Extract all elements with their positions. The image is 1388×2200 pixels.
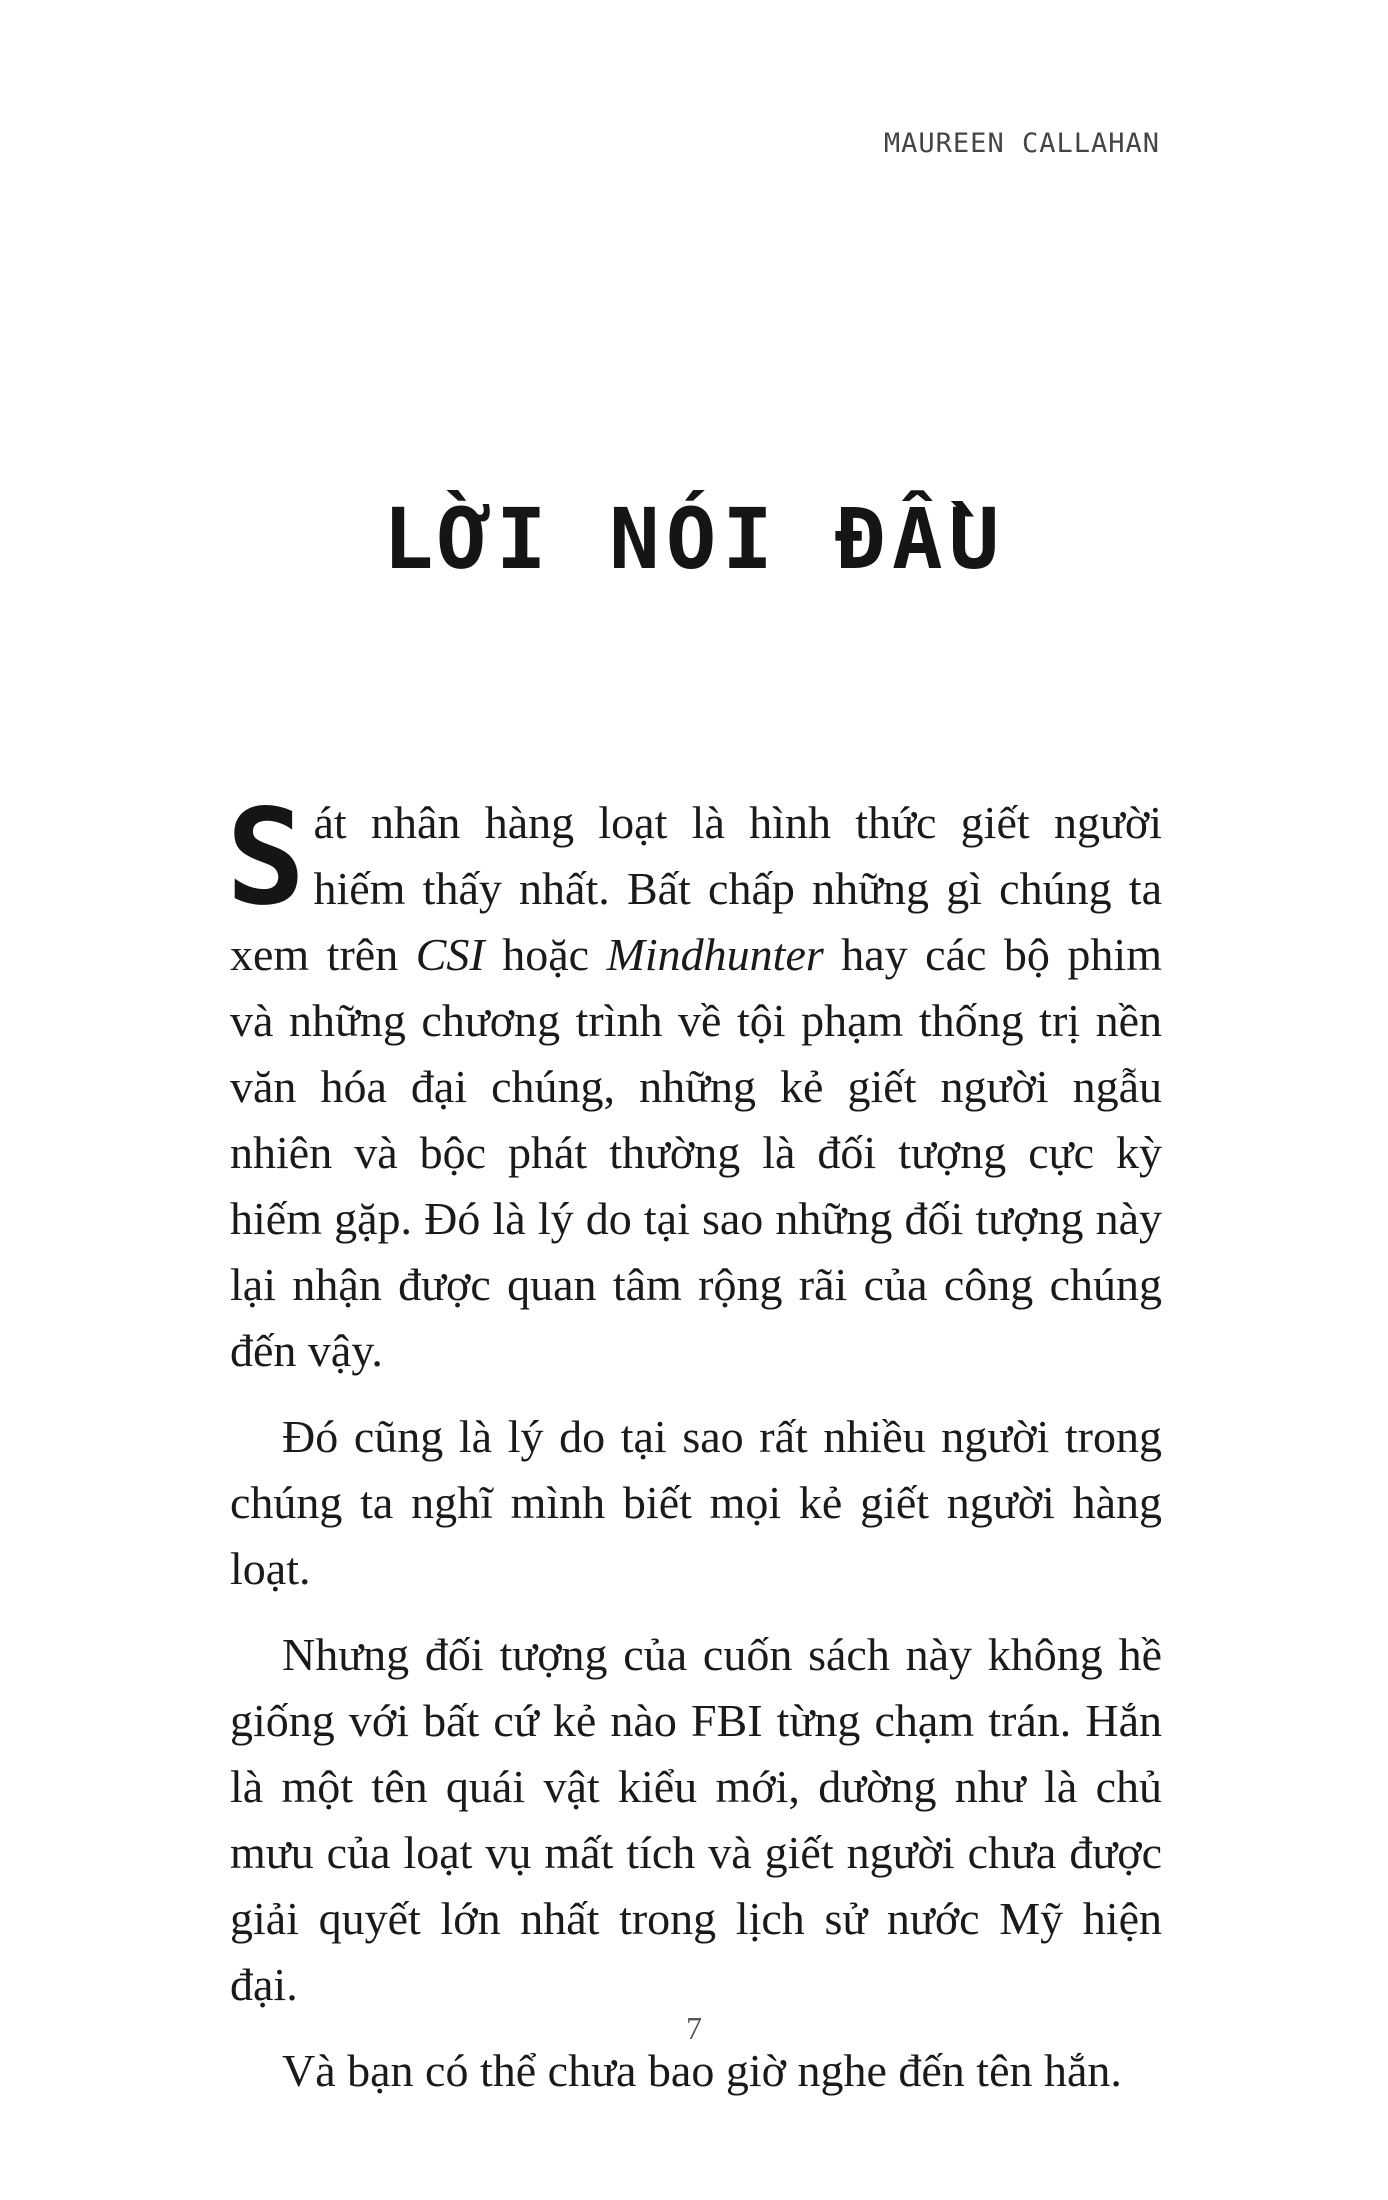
chapter-title: LỜI NÓI ĐẦU [382,490,1006,588]
paragraph-1-text-b: hoặc [484,929,607,980]
drop-cap: S [226,781,306,935]
paragraph-4: Và bạn có thể chưa bao giờ nghe đến tên hắn. [282,2045,1122,2096]
italic-title-mindhunter: Mindhunter [606,929,824,980]
body-text [226,781,1162,2124]
paragraph-3: Nhưng đối tượng của cuốn sách này không hề giống với bất cứ kẻ nào FBI từng chạm trán. Hắn là một tên quái vật kiểu mới, dường như là chủ mưu của loạt vụ mất tích và giết người chưa được giải quyết lớn nhất trong lịch sử nước Mỹ hiện đại. [230,1629,1162,2010]
running-header-author: MAUREEN CALLAHAN [883,128,1160,159]
page-number: 7 [686,2010,702,2046]
paragraph-2: Đó cũng là lý do tại sao rất nhiều người trong chúng ta nghĩ mình biết mọi kẻ giết người hàng loạt. [230,1411,1162,1594]
italic-title-csi: CSI [415,929,485,980]
paragraph-1-text-a: át nhân hàng loạt là hình thức giết người hiếm thấy nhất. Bất chấp những gì chúng ta xem trên [230,797,1162,980]
paragraph-1-text-c: hay các bộ phim và những chương trình về tội phạm thống trị nền văn hóa đại chúng, những kẻ giết người ngẫu nhiên và bộc phát thường là đối tượng cực kỳ hiếm gặp. Đó là lý do tại sao những đối tượng này lại nhận được quan tâm rộng rãi của công chúng đến vậy. [230,929,1162,1376]
paragraph-1 [226,781,1162,1384]
